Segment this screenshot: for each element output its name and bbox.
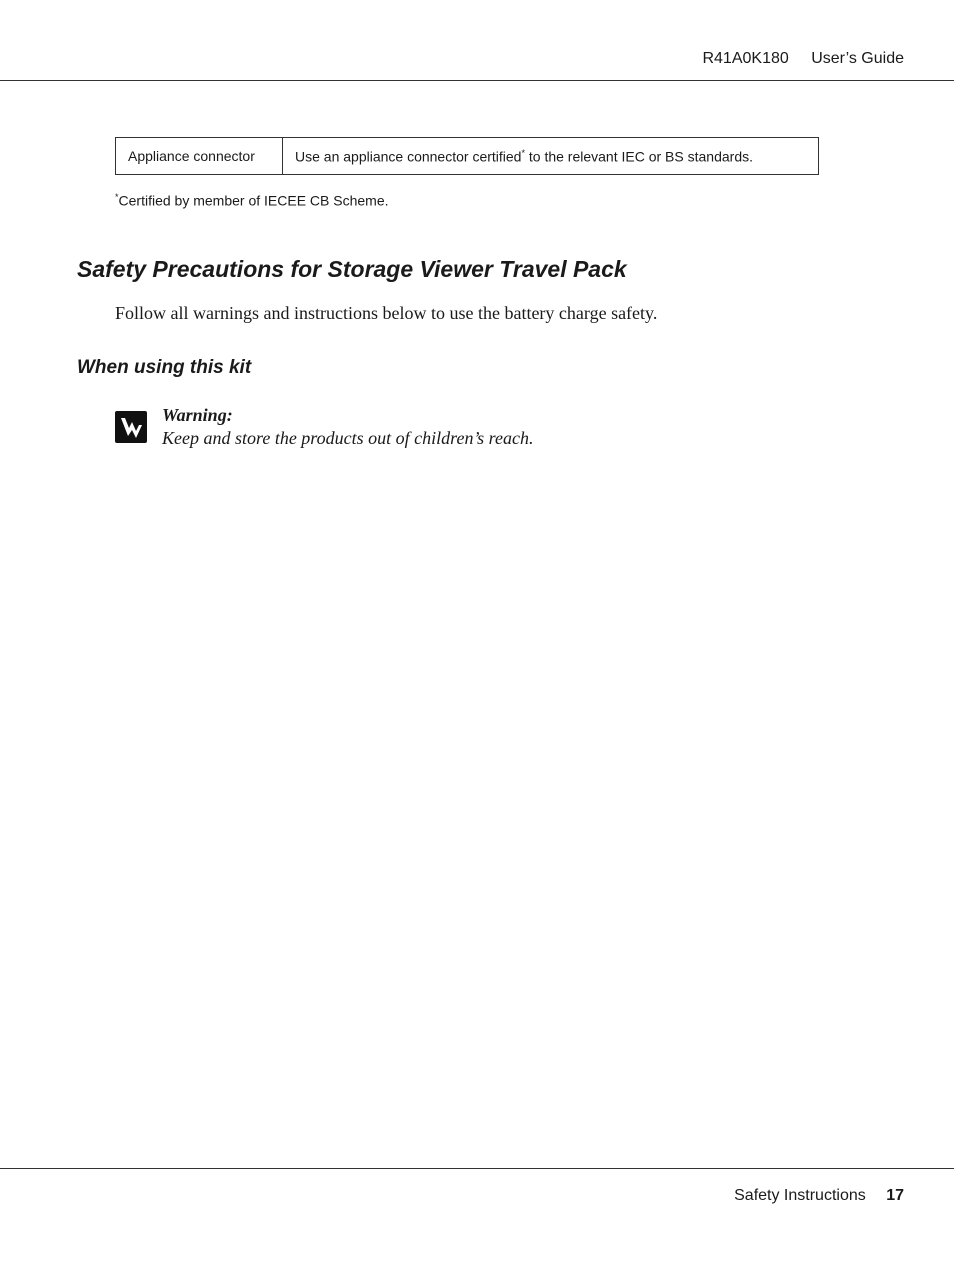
- warning-title: Warning:: [162, 405, 233, 425]
- page-footer: [734, 1187, 904, 1205]
- warning-block: [162, 404, 533, 450]
- doc-code: R41A0K180: [702, 50, 789, 67]
- table-cell-value: [283, 138, 819, 175]
- footer-rule: [0, 1168, 954, 1169]
- page-number: 17: [886, 1187, 904, 1204]
- footnote-mark: *: [115, 192, 119, 202]
- header-rule: [0, 80, 954, 81]
- footer-section-name: Safety Instructions: [734, 1187, 866, 1204]
- footnote-mark: *: [521, 147, 525, 158]
- value-text-after: to the relevant IEC or BS standards.: [524, 148, 753, 165]
- spec-table: [115, 137, 819, 175]
- intro-paragraph: Follow all warnings and instructions below to use the battery charge safety.: [115, 303, 658, 323]
- subsection-title: When using this kit: [77, 357, 252, 378]
- table-cell-label: Appliance connector: [116, 138, 283, 175]
- section-title: Safety Precautions for Storage Viewer Travel Pack: [77, 256, 627, 282]
- footnote-text: Certified by member of IECEE CB Scheme.: [118, 192, 389, 209]
- warning-icon: [115, 411, 147, 443]
- table-row: [116, 138, 819, 175]
- page-header: [702, 50, 904, 68]
- guide-title: User’s Guide: [811, 50, 904, 67]
- footnote: [115, 192, 389, 209]
- value-text: Use an appliance connector certified: [295, 148, 522, 165]
- warning-body: Keep and store the products out of children’s reach.: [162, 428, 534, 448]
